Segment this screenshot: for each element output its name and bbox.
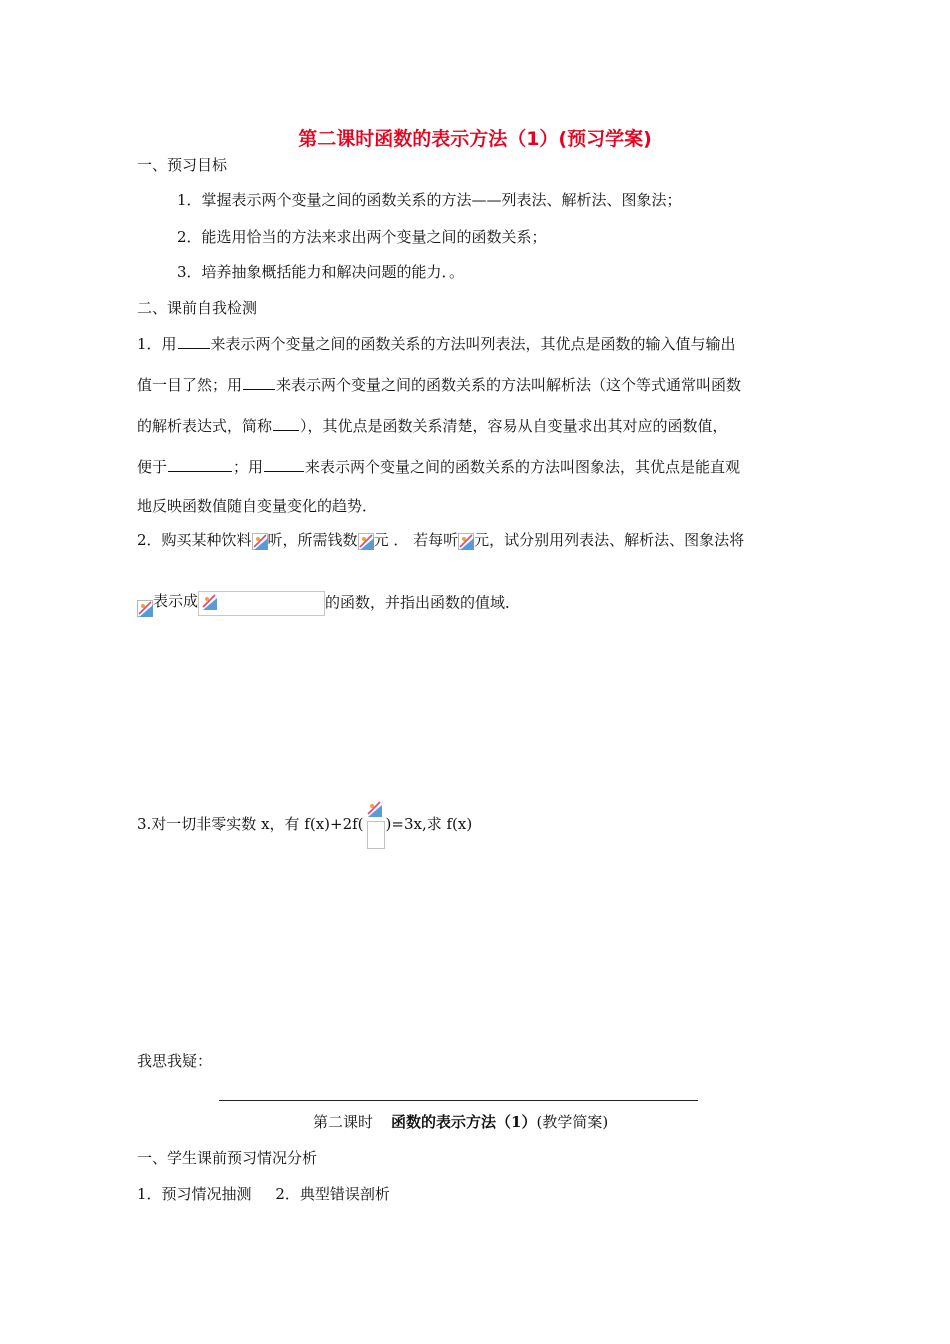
q1-line-4 (137, 456, 740, 477)
broken-image-icon (458, 533, 474, 550)
q1-text: 值一目了然；用 (137, 376, 243, 394)
divider (219, 1100, 698, 1101)
broken-image-icon (367, 801, 383, 818)
broken-image-icon (137, 600, 153, 617)
fraction-image (364, 801, 386, 849)
q3-line (137, 801, 472, 849)
goal-item-1: 1．掌握表示两个变量之间的函数关系的方法——列表法、解析法、图象法； (177, 191, 682, 209)
q2-text: 元，试分别用列表法、解析法、图象法将 (474, 531, 745, 549)
q1-line-2 (137, 374, 741, 395)
q2-line-2 (137, 590, 520, 617)
answer-blank (178, 347, 210, 349)
reflection-label: 我思我疑： (137, 1052, 213, 1070)
section-heading-analysis: 一、学生课前预习情况分析 (137, 1149, 318, 1167)
broken-image-icon (252, 533, 268, 550)
lesson-plan-title-part: (教学简案) (536, 1113, 609, 1131)
analysis-items: 1．预习情况抽测 2．典型错误剖析 (137, 1185, 390, 1203)
answer-blank (243, 388, 275, 390)
q1-line-5: 地反映函数值随自变量变化的趋势． (137, 497, 378, 515)
q1-text: ；用 (233, 458, 264, 476)
q1-text: 的解析表达式，简称 (137, 417, 273, 435)
q2-text: 的函数，并指出函数的值域． (325, 593, 521, 612)
q1-text: 来表示两个变量之间的函数关系的方法叫解析法（这个等式通常叫函数 (276, 376, 742, 394)
q2-text: 元 ． 若每听 (373, 531, 459, 549)
lesson-plan-title-part: 第二课时 (313, 1113, 374, 1131)
section-heading-goals: 一、预习目标 (137, 156, 228, 174)
lesson-plan-title-part: 函数的表示方法（1） (391, 1113, 537, 1131)
q2-text: 表示成 (153, 592, 199, 610)
goal-item-2: 2．能选用恰当的方法来求出两个变量之间的函数关系； (177, 228, 547, 246)
q1-text: 来表示两个变量之间的函数关系的方法叫列表法，其优点是函数的输入值与输出 (210, 335, 736, 353)
answer-blank (168, 470, 232, 472)
formula-image-frame (198, 591, 325, 616)
q2-text: 2．购买某种饮料 (137, 531, 252, 549)
answer-blank (273, 429, 299, 431)
q3-text: )=3x,求 f(x) (385, 815, 473, 833)
q3-text: 3.对一切非零实数 x，有 f(x)+2f( (137, 815, 364, 833)
broken-image-icon (358, 533, 374, 550)
q1-line-3 (137, 415, 728, 436)
q1-text: 便于 (137, 458, 168, 476)
q1-text: ），其优点是函数关系清楚，容易从自变量求出其对应的函数值， (300, 417, 728, 435)
section-heading-selfcheck: 二、课前自我检测 (137, 299, 258, 317)
image-frame (367, 821, 385, 849)
lesson-plan-title (313, 1111, 608, 1132)
q1-text: 来表示两个变量之间的函数关系的方法叫图象法，其优点是能直观 (305, 458, 741, 476)
q2-text: 听，所需钱数 (267, 531, 358, 549)
goal-item-3: 3．培养抽象概括能力和解决问题的能力．。 (177, 263, 465, 281)
q1-line-1 (137, 333, 736, 354)
q2-line-1 (137, 529, 744, 550)
page-title: 第二课时函数的表示方法（1）(预习学案) (298, 128, 652, 150)
broken-image-icon (202, 594, 218, 611)
q1-text: 1．用 (137, 335, 177, 353)
answer-blank (264, 470, 304, 472)
